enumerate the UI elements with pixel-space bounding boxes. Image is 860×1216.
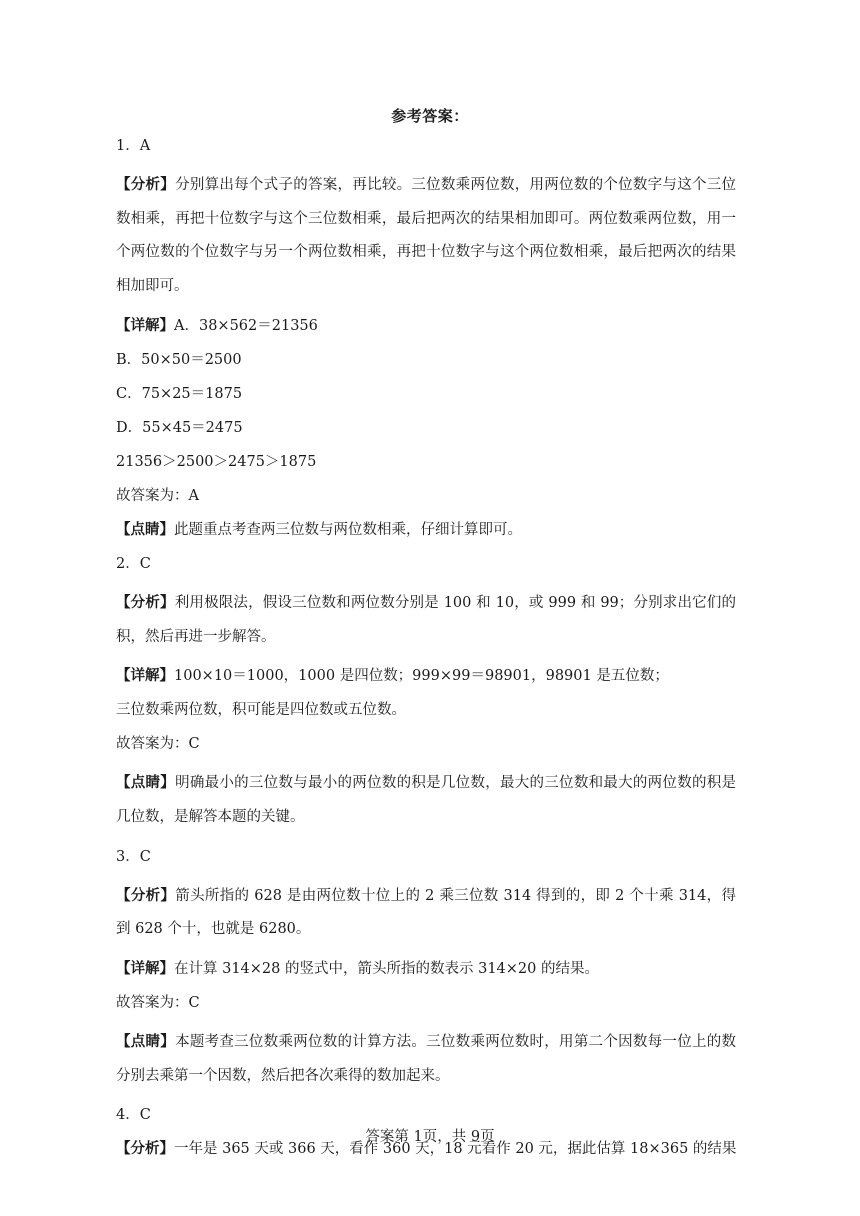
answer-number: 2．C: [116, 555, 151, 572]
answer-number: 1．A: [116, 138, 151, 154]
detail-line: 【详解】在计算 314×28 的竖式中，箭头所指的数表示 314×20 的结果。: [116, 960, 599, 978]
analysis-paragraph: 【分析】箭头所指的 628 是由两位数十位上的 2 乘三位数 314 得到的，即 2 个十乘 314，得到 628 个十，也就是 6280。: [116, 886, 736, 938]
analysis-tag: 【分析】: [116, 886, 176, 904]
page-title: 参考答案：: [391, 107, 469, 125]
analysis-tag: 【分析】: [116, 593, 175, 611]
key-point: 【点睛】明确最小的三位数与最小的两位数的积是几位数，最大的三位数和最大的两位数的积是几位数，是解答本题的关键。: [116, 774, 736, 825]
detail-line: 【详解】A．38×562＝21356: [116, 316, 318, 334]
detail-line: D．55×45＝2475: [116, 419, 243, 436]
analysis-tag: 【分析】: [116, 176, 176, 193]
page-footer: 答案第 1页，共 9页: [365, 1129, 495, 1145]
final-answer: 故答案为：C: [116, 995, 200, 1012]
detail-line: B．50×50＝2500: [116, 351, 242, 368]
final-answer: 故答案为：C: [116, 736, 200, 753]
detail-tag: 【详解】: [116, 316, 174, 334]
analysis-tag: 【分析】: [116, 1140, 174, 1158]
key-point-tag: 【点睛】: [116, 774, 176, 792]
detail-line: 三位数乘两位数，积可能是四位数或五位数。: [116, 702, 406, 719]
detail-tag: 【详解】: [116, 667, 174, 685]
answer-content: [116, 134, 736, 1171]
detail-tag: 【详解】: [116, 960, 174, 978]
key-point-tag: 【点睛】: [116, 520, 174, 538]
detail-line: 【详解】100×10＝1000，1000 是四位数；999×99＝98901，98901 是五位数；: [116, 667, 669, 685]
key-point-tag: 【点睛】: [116, 1033, 176, 1051]
analysis-paragraph: 【分析】利用极限法，假设三位数和两位数分别是 100 和 10，或 999 和 99；分别求出它们的积，然后再进一步解答。: [116, 593, 736, 645]
answer-number: 4．C: [116, 1107, 151, 1124]
answer-number: 3．C: [116, 848, 151, 865]
comparison-line: 21356＞2500＞2475＞1875: [116, 453, 317, 470]
analysis-paragraph: 【分析】分别算出每个式子的答案，再比较。三位数乘两位数，用两位数的个位数字与这个三位数相乘，再把十位数字与这个三位数相乘，最后把两次的结果相加即可。两位数乘两位数，用一个两位数的个位数字与另一个两位数相乘，再把十位数字与这个两位数相乘，最后把两次的结果相加即可。: [116, 176, 736, 295]
final-answer: 故答案为：A: [116, 487, 199, 504]
key-point: 【点睛】本题考查三位数乘两位数的计算方法。三位数乘两位数时，用第二个因数每一位上的数分别去乘第一个因数，然后把各次乘得的数加起来。: [116, 1033, 736, 1084]
key-point: 【点睛】此题重点考查两三位数与两位数相乘，仔细计算即可。: [116, 520, 522, 538]
analysis-paragraph: 【分析】一年是 365 天或 366 天，看作 360 天，18 元看作 20 元，据此估算 18×365 的结果: [116, 1140, 736, 1158]
detail-line: C．75×25＝1875: [116, 385, 243, 402]
